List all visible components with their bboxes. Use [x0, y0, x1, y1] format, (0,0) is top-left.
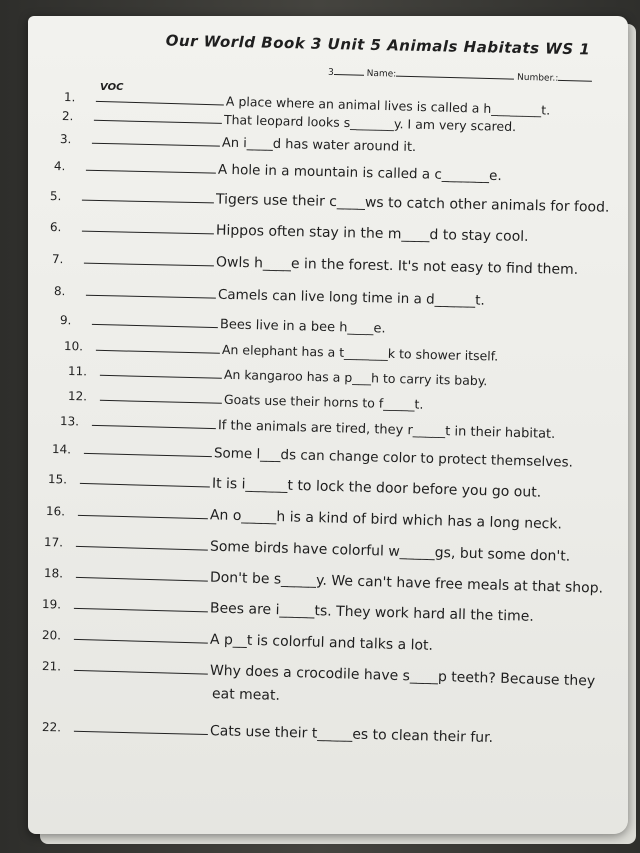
question-sentence: Goats use their horns to f_____t.: [223, 391, 424, 412]
question-number: 4.: [53, 159, 66, 174]
question-sentence: An o_____h is a kind of bird which has a long neck.: [209, 507, 563, 533]
answer-blank[interactable]: [86, 159, 216, 174]
question-item: [54, 283, 485, 309]
question-sentence: A hole in a mountain is called a c_______e.: [217, 161, 502, 185]
question-continuation: eat meat.: [211, 686, 281, 704]
number-label: Number.:: [516, 72, 559, 84]
answer-blank[interactable]: [84, 252, 214, 267]
answer-blank[interactable]: [92, 414, 216, 429]
question-sentence: Don't be s_____y. We can't have free meals at that shop.: [209, 569, 604, 597]
question-sentence: It is i______t to lock the door before you go out.: [211, 475, 542, 501]
question-sentence: Tigers use their c____ws to catch other animals for food.: [215, 191, 610, 216]
question-sentence: Hippos often stay in the m____d to stay cool.: [215, 222, 529, 246]
answer-blank[interactable]: [100, 389, 222, 404]
question-item: [42, 658, 596, 689]
answer-blank[interactable]: [96, 339, 220, 354]
question-sentence: Why does a crocodile have s____p teeth? Because they: [209, 662, 596, 690]
question-number: 10.: [63, 339, 84, 354]
answer-blank[interactable]: [100, 364, 222, 379]
question-number: 15.: [47, 472, 68, 487]
question-sentence: Camels can live long time in a d______t.: [217, 286, 485, 309]
answer-blank[interactable]: [94, 109, 222, 124]
worksheet-title: Our World Book 3 Unit 5 Animals Habitats WS 1: [165, 31, 591, 59]
answer-blank[interactable]: [74, 659, 208, 675]
question-item: [48, 471, 542, 501]
section-label: VOC: [100, 82, 124, 93]
answer-blank[interactable]: [82, 220, 214, 235]
question-number: 12.: [67, 389, 88, 404]
answer-blank[interactable]: [78, 504, 208, 519]
question-number: 14.: [51, 442, 72, 457]
question-item: [50, 219, 529, 245]
question-number: 18.: [43, 566, 64, 581]
question-sentence: Bees live in a bee h____e.: [219, 317, 386, 337]
class-label: 3: [327, 67, 334, 78]
question-sentence: A p__t is colorful and talks a lot.: [209, 631, 434, 654]
question-item: [42, 719, 493, 746]
question-item: [60, 413, 556, 442]
answer-blank[interactable]: [76, 566, 208, 582]
answer-blank[interactable]: [80, 472, 210, 488]
answer-blank[interactable]: [74, 628, 208, 644]
answer-blank[interactable]: [86, 284, 216, 299]
answer-blank[interactable]: [92, 132, 220, 147]
worksheet-page: [28, 16, 628, 834]
question-number: 7.: [51, 252, 64, 267]
question-item: [64, 338, 499, 364]
question-item: [54, 158, 502, 184]
question-item: [52, 441, 573, 471]
question-sentence: An elephant has a t_______k to shower itself.: [221, 341, 499, 364]
question-item: [42, 596, 534, 625]
question-number: 13.: [59, 414, 80, 429]
question-number: 2.: [61, 109, 74, 124]
answer-blank[interactable]: [74, 720, 208, 735]
answer-blank[interactable]: [76, 535, 208, 551]
answer-blank[interactable]: [96, 90, 224, 106]
number-blank[interactable]: [558, 80, 592, 82]
question-number: 8.: [53, 284, 66, 299]
question-sentence: That leopard looks s_______y. I am very scared.: [223, 111, 517, 135]
question-sentence: Some birds have colorful w_____gs, but some don't.: [209, 538, 571, 565]
question-number: 11.: [67, 364, 88, 379]
question-item: [60, 312, 386, 337]
question-sentence: Bees are i_____ts. They work hard all the time.: [209, 600, 535, 625]
question-number: 21.: [41, 659, 62, 674]
question-number: 5.: [49, 189, 62, 204]
question-item: [44, 534, 571, 565]
question-number: 22.: [41, 720, 62, 735]
question-item: [46, 503, 562, 533]
question-item: [68, 388, 424, 412]
question-item: [52, 251, 579, 278]
question-number: 3.: [59, 132, 72, 147]
question-sentence: If the animals are tired, they r_____t in their habitat.: [217, 418, 556, 442]
question-sentence: An kangaroo has a p___h to carry its baby.: [223, 366, 488, 389]
question-number: 20.: [41, 628, 62, 643]
question-number: 16.: [45, 504, 66, 519]
question-sentence: Owls h____e in the forest. It's not easy to find them.: [215, 254, 579, 279]
question-number: 9.: [59, 313, 72, 328]
question-sentence: An i____d has water around it.: [221, 135, 417, 156]
question-item: [68, 363, 488, 388]
answer-blank[interactable]: [84, 442, 212, 457]
header-fields: [328, 68, 640, 86]
question-item: [44, 565, 603, 597]
question-number: 19.: [41, 597, 62, 612]
question-item: [60, 131, 417, 155]
question-sentence: A place where an animal lives is called a h________t.: [225, 93, 551, 118]
answer-blank[interactable]: [74, 597, 208, 613]
question-number: 1.: [63, 90, 76, 105]
question-sentence: Cats use their t_____es to clean their fur.: [209, 723, 494, 747]
name-blank[interactable]: [396, 76, 514, 80]
answer-blank[interactable]: [92, 313, 218, 328]
question-number: 6.: [49, 220, 62, 235]
class-blank[interactable]: [334, 74, 364, 76]
question-number: 17.: [43, 535, 64, 550]
question-item: [50, 188, 610, 216]
question-sentence: Some l___ds can change color to protect themselves.: [213, 445, 574, 471]
question-item: [42, 627, 433, 654]
name-label: Name:: [366, 68, 397, 80]
answer-blank[interactable]: [82, 189, 214, 204]
